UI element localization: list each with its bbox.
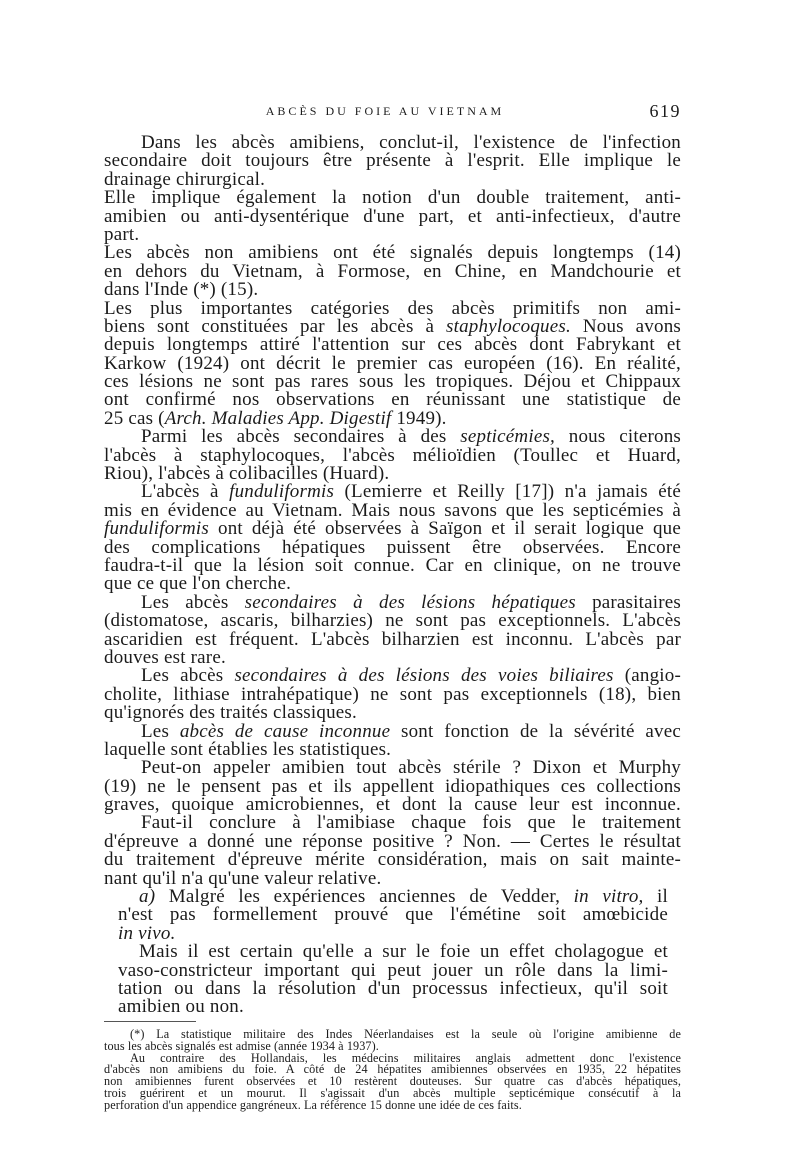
text-line: des complications hépatiques puissent être observées. Encore	[104, 536, 681, 558]
text-run: parasitaires	[575, 591, 681, 613]
footnote-line: (*) La statistique militaire des Indes Néerlandaises est la seule où l'origine amibienne de	[130, 1027, 681, 1041]
footnote	[104, 1029, 681, 1112]
paragraph	[104, 244, 681, 299]
text-run: 25 cas (	[104, 407, 165, 429]
text-line: cholite, lithiase intrahépatique) ne sont pas exceptionnels (18), bien	[104, 683, 681, 705]
italic-text: funduliformis	[229, 481, 335, 503]
text-line: Riou), l'abcès à colibacilles (Huard).	[104, 463, 390, 485]
text-line: Les plus importantes catégories des abcès primitifs non ami-	[104, 297, 681, 319]
text-line: l'abcès à staphylocoques, l'abcès mélioïdien (Toullec et Huard,	[104, 444, 681, 466]
paragraph	[104, 814, 681, 888]
text-line: Karkow (1924) ont décrit le premier cas européen (16). En réalité,	[104, 352, 681, 374]
paragraph	[104, 189, 681, 244]
text-run: L'abcès à	[141, 481, 230, 503]
text-run: Malgré les expériences anciennes de Vedder,	[155, 886, 574, 908]
text-line: secondaire doit toujours être présente à l'esprit. Elle implique le	[104, 150, 681, 172]
text-line: graves, quoique amicrobiennes, et dont la cause leur est inconnue.	[104, 794, 681, 816]
italic-text: in vitro,	[573, 886, 644, 908]
paragraph	[104, 759, 681, 814]
paragraph	[104, 591, 681, 668]
text-line: depuis longtemps attiré l'attention sur ces abcès dont Fabrykant et	[104, 334, 681, 356]
body-text	[104, 134, 681, 1017]
paragraph	[104, 297, 681, 429]
text-line: mis en évidence au Vietnam. Mais nous savons que les septicémies à	[104, 499, 681, 521]
paragraph	[104, 428, 681, 483]
italic-text: funduliformis	[104, 518, 210, 540]
text-line: in vivo.	[118, 922, 176, 944]
paragraph	[104, 888, 681, 943]
italic-text: a)	[139, 886, 156, 908]
footnote-rule	[104, 1021, 196, 1022]
text-run: Nous avons	[570, 315, 681, 337]
text-line: (19) ne le pensent pas et ils appellent idiopathiques ces collections	[104, 775, 681, 797]
text-line	[104, 520, 681, 538]
text-run: nous citerons	[555, 426, 681, 448]
italic-text: staphylocoques.	[446, 315, 571, 337]
footnote-line: non amibiennes furent observées et 10 restèrent douteuses. Sur quatre cas d'abcès hépatiques,	[104, 1074, 681, 1089]
text-line: en dehors du Vietnam, à Formose, en Chine, en Mandchourie et	[104, 260, 681, 282]
paragraph	[104, 943, 681, 1017]
paragraph	[104, 720, 681, 760]
text-line: (distomatose, ascaris, bilharzies) ne sont pas exceptionnels. L'abcès	[104, 610, 681, 632]
text-run: Les	[141, 720, 180, 742]
italic-text: abcès de cause inconnue	[179, 720, 391, 742]
text-line: faudra-t-il que la lésion soit connue. Car en clinique, on ne trouve	[104, 554, 681, 576]
text-run: Les abcès	[141, 591, 245, 613]
text-line: qu'ignorés des traités classiques.	[104, 702, 357, 724]
text-line: dans l'Inde (*) (15).	[104, 279, 259, 301]
italic-text: secondaires à des lésions des voies biliaires	[234, 665, 614, 687]
text-line: Elle implique également la notion d'un double traitement, anti-	[104, 187, 681, 209]
text-line: vaso-constricteur important qui peut jouer un rôle dans la limi-	[118, 959, 668, 981]
italic-text: Arch. Maladies App. Digestif	[164, 407, 392, 429]
text-line: Faut-il conclure à l'amibiase chaque fois que le traitement	[141, 812, 681, 834]
text-line	[104, 667, 681, 685]
paragraph	[104, 483, 681, 593]
paragraph	[104, 667, 681, 722]
text-line: Dans les abcès amibiens, conclut-il, l'existence de l'infection	[141, 132, 681, 153]
text-line: douves est rare.	[104, 646, 226, 668]
paragraph	[104, 134, 681, 189]
footnote-line: trois guérirent et un mourut. Il s'agissait d'un abcès multiple septicémique consécutif à la	[104, 1085, 681, 1100]
text-line: laquelle sont établies les statistiques.	[104, 738, 392, 760]
text-line: nant qu'il n'a qu'une valeur relative.	[104, 867, 382, 889]
footnote-line: Au contraire des Hollandais, les médecins militaires anglais admettent donc l'existence	[130, 1050, 681, 1065]
text-line: ces lésions ne sont pas rares sous les tropiques. Déjou et Chippaux	[104, 371, 681, 393]
text-line: Peut-on appeler amibien tout abcès stérile ? Dixon et Murphy	[141, 757, 681, 779]
text-run: Parmi les abcès secondaires à des	[141, 426, 461, 448]
italic-text: secondaires à des lésions hépatiques	[244, 591, 576, 613]
text-line: tation ou dans la résolution d'un processus infectieux, qu'il soit	[118, 977, 668, 999]
running-head: ABCÈS DU FOIE AU VIETNAM	[265, 104, 505, 118]
footnote-line: perforation d'un appendice gangréneux. La référence 15 donne une idée de ces faits.	[104, 1097, 522, 1112]
page-number: 619	[649, 101, 681, 121]
text-line: n'est pas formellement prouvé que l'émétine soit amœbicide	[118, 904, 668, 926]
text-run: il	[643, 886, 668, 908]
text-run: ont déjà été observées à Saïgon et il serait logique que	[209, 518, 681, 540]
text-line: amibien ou non.	[118, 996, 244, 1018]
text-run: sont fonction de la sévérité avec	[390, 720, 681, 742]
text-run: (Lemierre et Reilly [17]) n'a jamais été	[334, 481, 681, 503]
text-line: amibien ou anti-dysentérique d'une part, et anti-infectieux, d'autre	[104, 205, 681, 227]
text-line	[104, 428, 681, 446]
text-line: drainage chirurgical.	[104, 168, 266, 190]
text-line: ascaridien est fréquent. L'abcès bilharzien est inconnu. L'abcès par	[104, 628, 681, 650]
text-run: 1949).	[391, 407, 447, 429]
text-line: Mais il est certain qu'elle a sur le foie un effet cholagogue et	[139, 941, 668, 963]
footnote-line: tous les abcès signalés est admise (année 1934 à 1937).	[104, 1038, 379, 1053]
text-line: part.	[104, 223, 140, 245]
text-line: du traitement d'épreuve mérite considération, mais on sait mainte-	[104, 849, 681, 871]
footnote-line: d'abcès non amibiens du foie. A côté de 24 hépatites amibiennes observées en 1935, 22 hépatites	[104, 1062, 681, 1077]
text-run: (angio-	[613, 665, 681, 687]
text-line: ont confirmé nos observations en réunissant une statistique de	[104, 389, 681, 411]
text-line: d'épreuve a donné une réponse positive ? Non. — Certes le résultat	[104, 830, 681, 852]
text-run: biens sont constituées par les abcès à	[104, 315, 447, 337]
text-run: Les abcès	[141, 665, 235, 687]
italic-text: septicémies,	[460, 426, 556, 448]
text-line: Les abcès non amibiens ont été signalés depuis longtemps (14)	[104, 242, 681, 264]
text-line: que ce que l'on cherche.	[104, 573, 292, 595]
